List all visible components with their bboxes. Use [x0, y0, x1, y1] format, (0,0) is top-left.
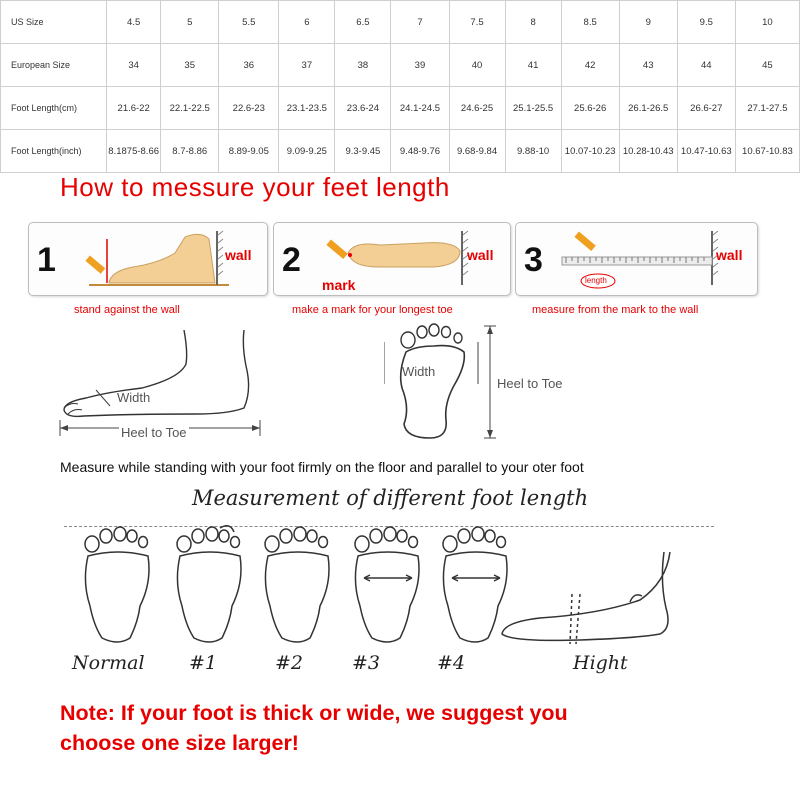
size-table-cell: 8: [505, 1, 561, 44]
size-table-cell: 7.5: [449, 1, 505, 44]
size-table-cell: 24.1-24.5: [391, 87, 449, 130]
size-table-cell: 27.1-27.5: [735, 87, 799, 130]
size-table-cell: 9.5: [677, 1, 735, 44]
size-table-cell: 4.5: [107, 1, 161, 44]
size-table-cell: 39: [391, 44, 449, 87]
size-table-row: [1, 1, 800, 44]
size-table-cell: 43: [619, 44, 677, 87]
foot-outline-0: [85, 527, 149, 642]
size-table-cell: 10.47-10.63: [677, 130, 735, 173]
size-table-cell: 23.6-24: [335, 87, 391, 130]
step-1-panel: [28, 222, 268, 296]
step-number: 1: [37, 241, 56, 279]
size-table-cell: 5: [161, 1, 219, 44]
foot-outline-4: [443, 527, 507, 642]
step-number: 2: [282, 241, 301, 279]
size-table-cell: 8.5: [561, 1, 619, 44]
size-table-cell: 26.6-27: [677, 87, 735, 130]
size-table-cell: 38: [335, 44, 391, 87]
size-table-cell: 36: [219, 44, 279, 87]
foot-outline-2: [265, 527, 329, 642]
size-table-cell: 10: [735, 1, 799, 44]
sole-foot-diagram: [384, 322, 504, 446]
measure-instruction: Measure while standing with your foot firmly on the floor and parallel to your oter foot: [60, 459, 584, 475]
size-table-cell: 9: [619, 1, 677, 44]
size-table-row: [1, 44, 800, 87]
size-table-cell: 24.6-25: [449, 87, 505, 130]
size-table-cell: 7: [391, 1, 449, 44]
size-table-cell: 41: [505, 44, 561, 87]
mark-label: mark: [322, 277, 356, 293]
wall-label: wall: [225, 247, 252, 263]
size-table-row-header: US Size: [1, 1, 107, 44]
wall-label: wall: [716, 247, 743, 263]
how-to-measure-title: How to messure your feet length: [60, 172, 450, 202]
size-table-cell: 25.1-25.5: [505, 87, 561, 130]
size-table-row-header: Foot Length(cm): [1, 87, 107, 130]
step-2-panel: [273, 222, 511, 296]
sole-width-label: Width: [402, 364, 436, 379]
size-table-cell: 37: [279, 44, 335, 87]
size-table-cell: 6.5: [335, 1, 391, 44]
foot-type-2: #2: [275, 652, 304, 674]
size-table-cell: 42: [561, 44, 619, 87]
size-table-cell: 21.6-22: [107, 87, 161, 130]
size-table-row: [1, 87, 800, 130]
size-table-cell: 6: [279, 1, 335, 44]
foot-types-illustration: [60, 522, 740, 650]
size-table-cell: 9.48-9.76: [391, 130, 449, 173]
size-table-cell: 5.5: [219, 1, 279, 44]
size-table-cell: 34: [107, 44, 161, 87]
size-table-cell: 44: [677, 44, 735, 87]
size-table-cell: 8.89-9.05: [219, 130, 279, 173]
foot-type-1: #1: [189, 652, 218, 674]
size-table-cell: 9.3-9.45: [335, 130, 391, 173]
size-table-cell: 10.07-10.23: [561, 130, 619, 173]
size-table-cell: 40: [449, 44, 505, 87]
size-table-cell: 10.28-10.43: [619, 130, 677, 173]
step-3-caption: measure from the mark to the wall: [532, 304, 699, 316]
size-table-row: [1, 130, 800, 173]
length-label: length: [585, 276, 607, 285]
size-table-row-header: Foot Length(inch): [1, 130, 107, 173]
foot-outline-3: [355, 527, 419, 642]
wall-label: wall: [467, 247, 494, 263]
step-number: 3: [524, 241, 543, 279]
foot-types-title: Measurement of different foot length: [192, 486, 589, 510]
size-chart-table: [0, 0, 800, 173]
step-1-caption: stand against the wall: [74, 304, 180, 316]
step-3-panel: [515, 222, 758, 296]
side-heel-to-toe-label: Heel to Toe: [121, 425, 187, 440]
note-line-2: choose one size larger!: [60, 731, 299, 755]
size-table-cell: 35: [161, 44, 219, 87]
foot-type-3: #3: [352, 652, 381, 674]
step-2-caption: make a mark for your longest toe: [292, 304, 453, 316]
size-table-cell: 9.09-9.25: [279, 130, 335, 173]
size-note: [60, 698, 780, 758]
size-table-cell: 22.6-23: [219, 87, 279, 130]
note-line-1: Note: If your foot is thick or wide, we suggest you: [60, 701, 568, 725]
size-table-row-header: European Size: [1, 44, 107, 87]
size-table-cell: 8.1875-8.66: [107, 130, 161, 173]
foot-type-high: Hight: [573, 652, 628, 674]
side-width-label: Width: [117, 390, 151, 405]
size-table-cell: 23.1-23.5: [279, 87, 335, 130]
foot-outline-1: [177, 526, 241, 642]
size-table-cell: 45: [735, 44, 799, 87]
size-table-cell: 8.7-8.86: [161, 130, 219, 173]
size-table-cell: 22.1-22.5: [161, 87, 219, 130]
sole-heel-to-toe-label: Heel to Toe: [497, 376, 563, 391]
size-table-cell: 10.67-10.83: [735, 130, 799, 173]
size-table-cell: 26.1-26.5: [619, 87, 677, 130]
size-table-cell: 9.68-9.84: [449, 130, 505, 173]
size-table-cell: 25.6-26: [561, 87, 619, 130]
foot-type-4: #4: [437, 652, 466, 674]
size-table-cell: 9.88-10: [505, 130, 561, 173]
foot-type-normal: Normal: [72, 652, 145, 674]
